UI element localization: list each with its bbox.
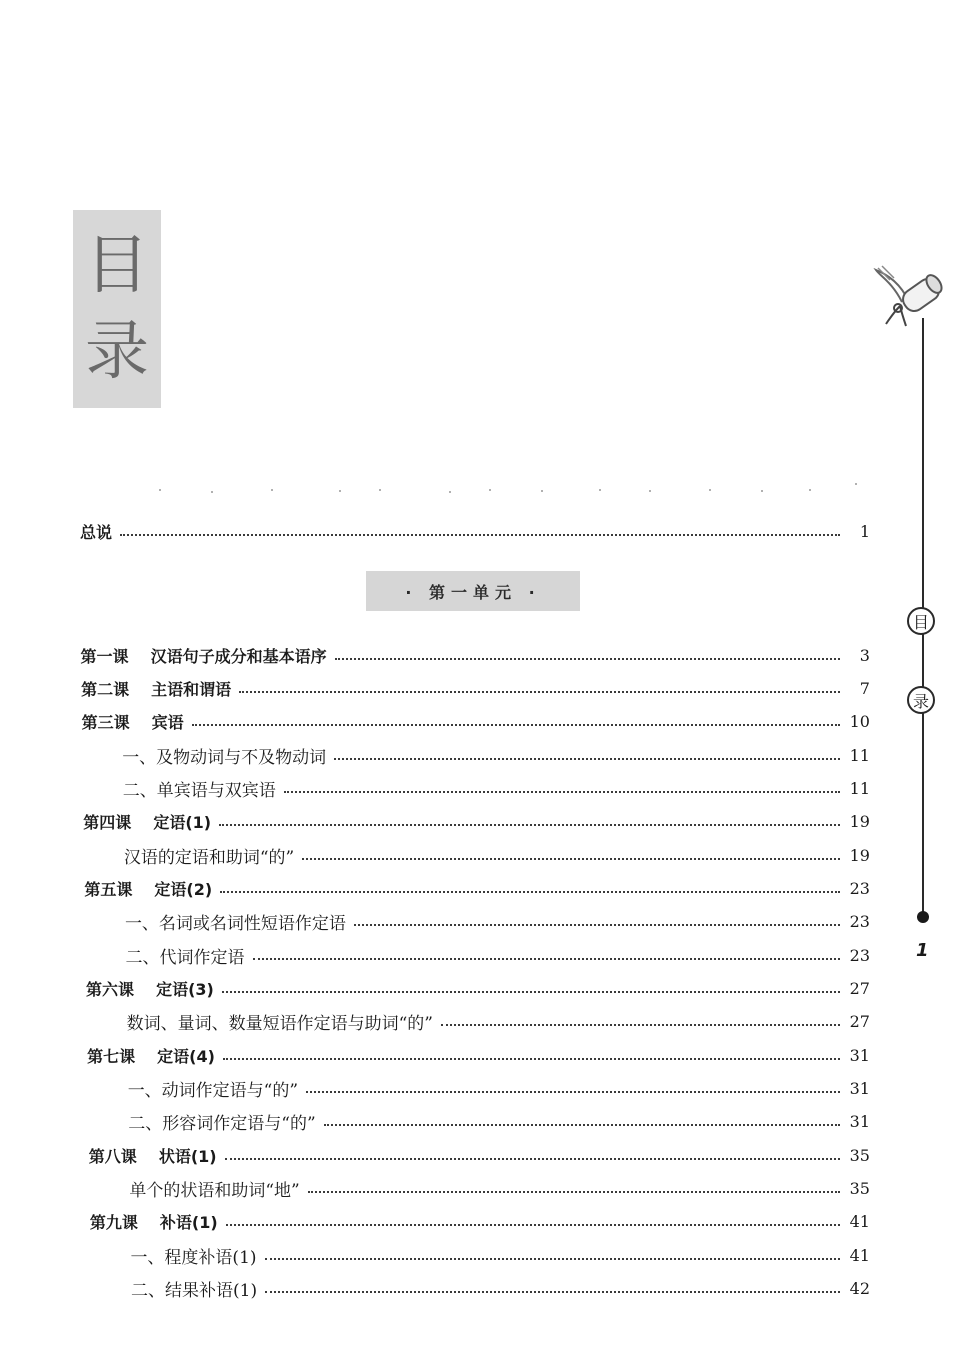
page-number: 1 [916, 940, 929, 961]
toc-page-number: 7 [859, 678, 870, 698]
toc-page-number: 31 [849, 1078, 870, 1098]
toc-page-number: 35 [849, 1145, 870, 1165]
toc-section-row[interactable] [128, 1106, 870, 1136]
side-rail-dot [917, 911, 929, 923]
toc-entry-title [90, 1210, 218, 1233]
toc-lesson-row[interactable] [83, 806, 870, 836]
toc-page-number: 3 [859, 645, 870, 665]
toc-page-number: 19 [849, 811, 870, 831]
toc-section-row[interactable] [129, 1173, 870, 1203]
toc-dot-leader [222, 991, 840, 993]
toc-dot-leader [306, 1091, 840, 1093]
toc-lesson-number: 第六课 [86, 979, 135, 999]
toc-dot-leader [265, 1291, 840, 1293]
toc-lesson-title: 定语(1) [153, 812, 212, 832]
toc-lesson-number: 第三课 [81, 712, 130, 732]
title-char-mu: 目 [85, 229, 149, 303]
toc-entry-title: 一、及物动词与不及物动词 [122, 747, 327, 768]
toc-lesson-number: 第一课 [80, 646, 129, 666]
toc-page-number: 23 [849, 878, 870, 898]
toc-section-row[interactable] [125, 906, 870, 936]
toc-page-number: 19 [849, 845, 870, 865]
toc-page-number: 10 [849, 711, 870, 731]
side-tab-mu: 目 [907, 607, 935, 635]
toc-entry-title: 总说 [80, 522, 113, 542]
page-title-block [73, 210, 161, 408]
toc-dot-leader [226, 1224, 840, 1226]
toc-lesson-row[interactable] [81, 640, 870, 670]
toc-lesson-title: 定语(4) [157, 1046, 215, 1066]
toc-page-number: 35 [849, 1178, 870, 1198]
toc-entry-title [81, 677, 231, 700]
toc-lesson-row[interactable] [90, 1206, 870, 1236]
toc-page-number: 11 [849, 745, 870, 765]
toc-page-number: 23 [849, 945, 870, 965]
toc-page-number: 42 [849, 1278, 870, 1298]
side-tab-lu: 录 [907, 686, 935, 714]
toc-lesson-row[interactable] [87, 1040, 870, 1070]
toc-dot-leader [284, 791, 840, 793]
toc-section-row[interactable] [131, 1273, 870, 1303]
toc-lesson-row[interactable] [84, 873, 870, 903]
toc-dot-leader [335, 658, 840, 660]
scroll-quill-icon [872, 262, 946, 332]
toc-entry-title: 二、结果补语(1) [131, 1280, 258, 1301]
toc-section-row[interactable] [122, 740, 870, 770]
toc-lesson-title: 定语(3) [156, 979, 214, 999]
toc-page-number: 41 [849, 1211, 870, 1231]
toc-section-row[interactable] [127, 1006, 870, 1036]
toc-section-row[interactable] [123, 773, 870, 803]
toc-section-row[interactable] [126, 940, 871, 970]
toc-lesson-title: 状语(1) [158, 1146, 217, 1166]
toc-page-number: 23 [849, 911, 870, 931]
toc-lesson-number: 第四课 [83, 812, 132, 832]
toc-page-number: 27 [849, 978, 870, 998]
toc-entry-title [81, 644, 327, 667]
toc-dot-leader [334, 758, 840, 760]
toc-dot-leader [441, 1024, 840, 1026]
toc-lesson-title: 宾语 [151, 712, 184, 732]
toc-dot-leader [253, 958, 841, 960]
toc-lesson-number: 第七课 [87, 1046, 136, 1066]
title-char-lu: 录 [85, 315, 149, 389]
toc-dot-leader [120, 534, 840, 536]
toc-dot-leader [219, 824, 840, 826]
toc-page-number: 31 [849, 1045, 870, 1065]
toc-lesson-row[interactable] [89, 1140, 870, 1170]
toc-entry-title [87, 1044, 215, 1067]
toc-dot-leader [239, 691, 840, 693]
toc-lesson-number: 第五课 [84, 879, 133, 899]
toc-entry-title: 二、代词作定语 [125, 947, 245, 968]
toc-entry-title: 汉语的定语和助词“的” [123, 847, 295, 868]
toc-dot-leader [308, 1191, 840, 1193]
toc-dot-leader [354, 924, 840, 926]
toc-entry-title [86, 977, 214, 1000]
toc-lesson-title: 定语(2) [154, 879, 213, 899]
toc-lesson-number: 第九课 [89, 1212, 138, 1232]
toc-lesson-number: 第二课 [81, 679, 130, 699]
toc-lesson-row[interactable] [82, 706, 870, 736]
toc-dot-leader [225, 1158, 840, 1160]
unit-heading: · 第一单元 · [366, 571, 580, 611]
toc-dot-leader [220, 891, 840, 893]
toc-section-row[interactable] [130, 1240, 870, 1270]
toc-dot-leader [192, 724, 840, 726]
toc-dot-leader [223, 1058, 840, 1060]
toc-page-number: 11 [849, 778, 870, 798]
toc-entry-title: 二、单宾语与双宾语 [122, 780, 276, 801]
toc-entry-title [84, 877, 212, 900]
toc-lesson-title: 补语(1) [159, 1212, 218, 1232]
toc-entry-title: 一、程度补语(1) [130, 1247, 257, 1268]
toc-page-number: 1 [859, 521, 870, 541]
toc-lesson-row[interactable] [86, 973, 870, 1003]
toc-dot-leader [265, 1258, 840, 1260]
toc-entry-title: 数词、量词、数量短语作定语与助词“的” [126, 1013, 433, 1034]
scan-speckles [150, 478, 870, 498]
toc-entry-title: 二、形容词作定语与“的” [128, 1113, 316, 1134]
toc-entry-title [83, 810, 211, 833]
toc-page-number: 31 [849, 1111, 870, 1131]
toc-entry-title: 一、名词或名词性短语作定语 [124, 913, 346, 934]
toc-entry-title [89, 1144, 217, 1167]
toc-lesson-row[interactable] [80, 516, 870, 546]
toc-entry-title [82, 710, 184, 733]
toc-lesson-number: 第八课 [88, 1146, 137, 1166]
toc-section-row[interactable] [124, 840, 870, 870]
toc-entry-title: 一、动词作定语与“的” [127, 1080, 299, 1101]
toc-dot-leader [324, 1124, 840, 1126]
toc-lesson-title: 汉语句子成分和基本语序 [150, 646, 327, 666]
toc-dot-leader [302, 858, 840, 860]
toc-section-row[interactable] [128, 1073, 870, 1103]
toc-page-number: 27 [849, 1011, 870, 1031]
toc-page-number: 41 [849, 1245, 870, 1265]
toc-lesson-title: 主语和谓语 [151, 679, 232, 699]
toc-entry-title: 单个的状语和助词“地” [129, 1180, 300, 1201]
toc-lesson-row[interactable] [81, 673, 870, 703]
